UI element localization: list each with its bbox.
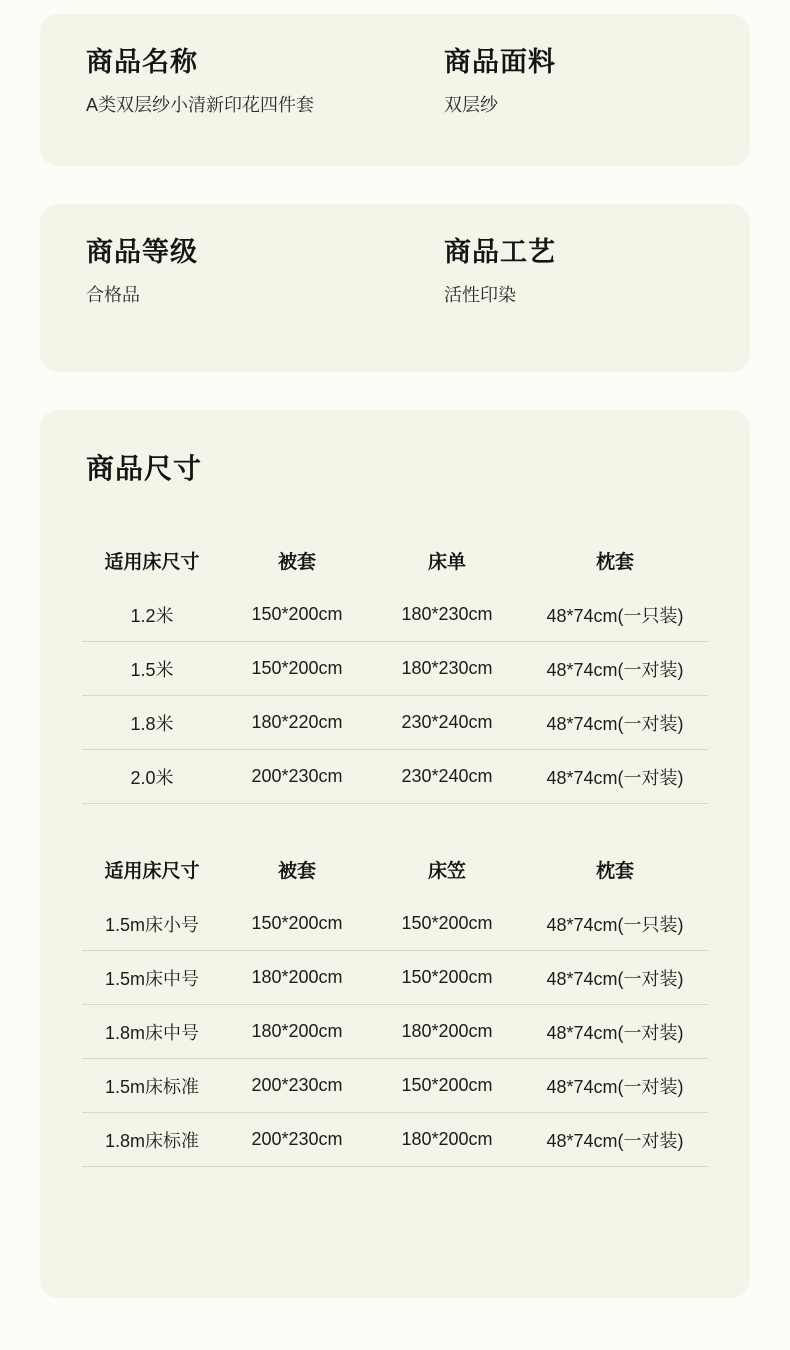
column-header: 床笠: [427, 860, 466, 882]
table-row: [82, 588, 708, 642]
column-header: 被套: [277, 551, 316, 573]
cell-bed-sheet: 180*230cm: [372, 588, 522, 642]
column-header: 床单: [427, 551, 466, 573]
cell-bed-sheet: 230*240cm: [372, 695, 522, 749]
cell-quilt-cover: 150*200cm: [222, 897, 372, 951]
cell-quilt-cover: 200*230cm: [222, 1112, 372, 1166]
product-craft-title: 商品工艺: [444, 237, 556, 267]
product-craft-block: [444, 238, 556, 307]
column-header: 枕套: [595, 860, 634, 882]
cell-fitted-sheet: 150*200cm: [372, 1058, 522, 1112]
cell-pillowcase: 48*74cm(一对装): [522, 950, 708, 1004]
column-header: 被套: [277, 860, 316, 882]
cell-bed-sheet: 180*230cm: [372, 641, 522, 695]
product-basic-info-card: [40, 14, 750, 166]
table-header-row: [82, 543, 708, 588]
product-craft-value: 活性印染: [444, 284, 516, 305]
column-header: 适用床尺寸: [104, 551, 200, 573]
table-row: [82, 641, 708, 695]
table-row: [82, 950, 708, 1004]
cell-bed-size: 2.0米: [82, 749, 222, 803]
table-row: [82, 695, 708, 749]
product-grade-block: [86, 238, 444, 307]
cell-fitted-sheet: 150*200cm: [372, 950, 522, 1004]
cell-pillowcase: 48*74cm(一对装): [522, 1112, 708, 1166]
cell-pillowcase: 48*74cm(一只装): [522, 588, 708, 642]
cell-bed-sheet: 230*240cm: [372, 749, 522, 803]
cell-quilt-cover: 200*230cm: [222, 1058, 372, 1112]
cell-quilt-cover: 150*200cm: [222, 641, 372, 695]
cell-bed-size: 1.8m床标准: [82, 1112, 222, 1166]
cell-quilt-cover: 200*230cm: [222, 749, 372, 803]
product-name-value: A类双层纱小清新印花四件套: [86, 94, 315, 115]
product-grade-value: 合格品: [86, 284, 140, 305]
product-grade-info-card: [40, 204, 750, 372]
cell-quilt-cover: 180*200cm: [222, 1004, 372, 1058]
product-fabric-value: 双层纱: [444, 94, 498, 115]
table-row: [82, 1058, 708, 1112]
cell-bed-size: 1.5m床标准: [82, 1058, 222, 1112]
cell-fitted-sheet: 180*200cm: [372, 1004, 522, 1058]
info-row: [86, 48, 704, 117]
cell-quilt-cover: 180*200cm: [222, 950, 372, 1004]
column-header: 枕套: [595, 551, 634, 573]
table-row: [82, 1004, 708, 1058]
cell-pillowcase: 48*74cm(一对装): [522, 1058, 708, 1112]
size-table-quilt-fitted: [82, 852, 708, 1167]
cell-bed-size: 1.5米: [82, 641, 222, 695]
size-table-quilt-sheet: [82, 543, 708, 804]
product-size-card: [40, 410, 750, 1298]
cell-fitted-sheet: 180*200cm: [372, 1112, 522, 1166]
product-size-title: 商品尺寸: [86, 453, 203, 484]
table-header-row: [82, 852, 708, 897]
product-fabric-title: 商品面料: [444, 47, 556, 77]
product-fabric-block: [444, 48, 556, 117]
cell-fitted-sheet: 150*200cm: [372, 897, 522, 951]
product-name-title: 商品名称: [86, 47, 198, 77]
table-row: [82, 897, 708, 951]
product-grade-title: 商品等级: [86, 237, 198, 267]
product-name-block: [86, 48, 444, 117]
cell-bed-size: 1.5m床中号: [82, 950, 222, 1004]
cell-quilt-cover: 150*200cm: [222, 588, 372, 642]
table-row: [82, 1112, 708, 1166]
cell-pillowcase: 48*74cm(一对装): [522, 641, 708, 695]
cell-bed-size: 1.5m床小号: [82, 897, 222, 951]
product-detail-page: [0, 14, 790, 1350]
cell-pillowcase: 48*74cm(一对装): [522, 695, 708, 749]
cell-pillowcase: 48*74cm(一对装): [522, 1004, 708, 1058]
cell-bed-size: 1.2米: [82, 588, 222, 642]
cell-pillowcase: 48*74cm(一只装): [522, 897, 708, 951]
cell-bed-size: 1.8米: [82, 695, 222, 749]
info-row: [86, 238, 704, 307]
cell-bed-size: 1.8m床中号: [82, 1004, 222, 1058]
table-row: [82, 749, 708, 803]
cell-pillowcase: 48*74cm(一对装): [522, 749, 708, 803]
column-header: 适用床尺寸: [104, 860, 200, 882]
cell-quilt-cover: 180*220cm: [222, 695, 372, 749]
